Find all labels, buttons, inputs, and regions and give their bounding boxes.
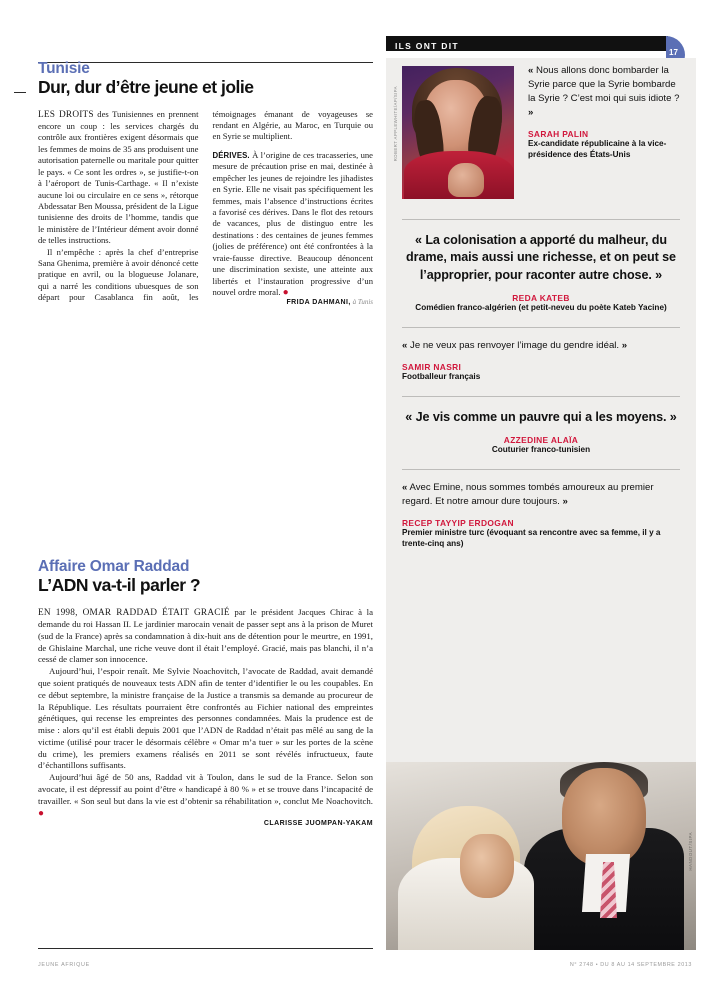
quote-author-name: AZZEDINE ALAÏA <box>503 435 579 446</box>
lead-rest: des Tunisiennes en prennent encore un coup : les services chargés du contrôle aux frontières exigent désormais que les femmes de moins de 35 ans produisent une autorisation paternelle ou maritale pour quitter le pays. « Ce sont les ordres », se justifie-t-on à l’aéroport de Tunis-Carthage. « Il n’existe aucune loi ou circulaire en ce sens », rétorque Abdessatar Ben Moussa, président de la Ligue tunisienne des droits de l’homme, tandis que le ministère de l’Intérieur dément avoir donné de telles instructions. <box>38 108 199 246</box>
quote-attribution <box>402 435 680 456</box>
quote-open-mark: « <box>402 339 408 351</box>
quote-close-mark: » <box>562 495 568 507</box>
paragraph-lead <box>38 607 373 667</box>
page-number: 17 <box>669 48 678 57</box>
quote-card <box>386 58 696 208</box>
lead-small-caps: LES DROITS <box>38 109 94 120</box>
quote-close-mark: » <box>669 409 677 424</box>
article-kicker: Tunisie <box>38 60 90 77</box>
quote-open-mark: « <box>405 409 413 424</box>
quote-author-role: Footballeur français <box>402 371 481 381</box>
article-kicker: Affaire Omar Raddad <box>38 558 190 575</box>
article-headline: L’ADN va-t-il parler ? <box>38 575 201 596</box>
photo-credit: ROBERT APPLEWHITE/AP/SIPA <box>393 86 398 162</box>
sidebar-section-header <box>386 36 668 51</box>
footer-issue: N° 2748 • DU 8 AU 14 SEPTEMBRE 2013 <box>569 962 692 968</box>
photo-erdogan-et-son-epouse <box>386 762 696 950</box>
subhead-label: DÉRIVES. <box>212 150 250 160</box>
quote-attribution <box>402 362 680 383</box>
quote-attribution <box>402 518 680 550</box>
quote-body: Je vis comme un pauvre qui a les moyens. <box>415 409 667 424</box>
quote-author-name: REDA KATEB <box>512 293 570 304</box>
quote-author-name: RECEP TAYYIP ERDOGAN <box>402 517 514 528</box>
quote-author-name: SAMIR NASRI <box>402 361 462 372</box>
quote-author-role: Comédien franco-algérien (et petit-neveu du poète Kateb Yacine) <box>415 303 667 313</box>
paragraph: Aujourd’hui, l’espoir renaît. Me Sylvie Noachovitch, l’avocate de Raddad, avait demandé que soient pratiqués de nouveaux tests ADN afin de tenter d’identifier le ou les coupables. En ce début septembre, la ministre française de la Justice a transmis sa demande au procureur de la République. Les résultats pourraient être confrontés au Fichier national des empreintes génétiques, qui recense les empreintes des personnes condamnées. Mais la prudence est de mise : alors qu’il est établi depuis 2001 que l’ADN de Raddad n’était pas mêlé au sang de la victime (utilisé pour tracer le désormais célèbre « Omar m’a tuer » sur les portes de la scène du crime), les premiers examens réalisés en 2011 se sont révélés infructueux, faute d’échantillons suffisants. <box>38 666 373 771</box>
end-dot: ● <box>282 286 289 298</box>
paragraph: Il n’empêche : après la chef d’entreprise Sana Ghenima, première à avoir dénoncé cette pratique en avril, ou la blogueuse Jolanare, qui a narré les conditions ubuesques de son départ pour Casablanca fin août, les témoignages émanant de voyageuses se rendant en Algérie, au Maroc, en Turquie ou en Syrie se multiplient. <box>38 108 373 303</box>
quote-close-mark: » <box>655 267 663 282</box>
article-tunisie <box>38 60 373 308</box>
quote-open-mark: « <box>528 65 534 76</box>
quote-author-role: Couturier franco-tunisien <box>491 445 591 455</box>
quote-text-block <box>528 64 680 161</box>
byline-location: à Tunis <box>350 298 373 307</box>
article-omar-raddad <box>38 558 373 829</box>
lead-rest: par le président Jacques Chirac à la demande du roi Hassan II. Le jardinier marocain venait de passer sept ans à la prison de Muret (sud de la France) après sa condamnation à dix-huit ans de détention pour le meurtre, en 1991, de Ghislaine Marchal, une riche veuve dont il était l’employé. Gracié, mais pas blanchi, il n’a cessé de clamer son innocence. <box>38 606 373 665</box>
quote-body: Avec Emine, nous sommes tombés amoureux au premier regard. Et notre amour dure toujours. <box>402 481 654 507</box>
article-body <box>38 109 373 308</box>
quote-author-role: Premier ministre turc (évoquant sa rencontre avec sa femme, il y a trente-cinq ans) <box>402 527 661 548</box>
byline <box>213 298 374 307</box>
quote-author-role: Ex-candidate républicaine à la vice-présidence des États-Unis <box>528 139 667 159</box>
photo-shape-hand <box>448 163 484 197</box>
quote-card <box>386 328 696 385</box>
article-body <box>38 606 373 828</box>
footer-publication: JEUNE AFRIQUE <box>38 962 90 968</box>
quote-card <box>386 397 696 458</box>
bottom-rule <box>38 948 373 949</box>
quote-text <box>402 409 680 426</box>
subhead-text: À l’origine de ces tracasseries, une mesure de précaution prise en mai, destinée à empêcher les jeunes de rejoindre les jihadistes en Syrie. Elle ne visait pas spécifiquement les femmes, mais l’absence d’instructions écrites a favorisé ces dérives. Dans le flot des retours de vacances, plus de distinguo entre les destinations : des centaines de jeunes femmes (jolies de préférence) ont été confrontées à la vraie-fausse directive. Beaucoup dénoncent une discrimination sexiste, une atteinte aux libertés et l’instauration progressive d’un nouvel ordre moral. <box>212 149 373 297</box>
paragraph-text: Aujourd’hui âgé de 50 ans, Raddad vit à Toulon, dans le sud de la France. Selon son avocate, il est dépressif au point d’être « handicapé à 80 % » et se trouve dans l’incapacité de travailler. « Son seul but dans la vie est d’obtenir sa réhabilitation », conclut Me Noachovitch. <box>38 772 373 806</box>
quote-author-name: SARAH PALIN <box>528 129 589 139</box>
end-dot: ● <box>38 807 45 819</box>
quote-body: Je ne veux pas renvoyer l’image du gendre idéal. <box>410 339 620 351</box>
photo-shape-face-woman <box>460 834 514 898</box>
quote-close-mark: » <box>621 339 628 351</box>
sidebar-section-title: ILS ONT DIT <box>395 41 459 51</box>
paragraph-derives <box>213 150 374 298</box>
byline: CLARISSE JUOMPAN-YAKAM <box>263 820 373 828</box>
spine-rule <box>14 92 26 93</box>
quote-body: La colonisation a apporté du malheur, du drame, mais aussi une richesse, et on peut se l’approprier, pour raconter autre chose. <box>406 233 676 282</box>
byline-author: FRIDA DAHMANI, <box>286 299 351 307</box>
quote-body: Nous allons donc bombarder la Syrie parce que la Syrie bombarde la Syrie ? C’est moi qui suis idiote ? <box>528 65 680 104</box>
quote-card <box>386 470 696 550</box>
quote-text <box>528 64 680 120</box>
quote-row-with-photo <box>393 58 680 208</box>
quote-open-mark: « <box>402 481 408 493</box>
editorial-column <box>38 60 373 950</box>
page-spine <box>0 0 14 996</box>
paragraph <box>38 772 373 819</box>
photo-shape-face <box>562 768 646 866</box>
quote-open-mark: « <box>415 233 422 247</box>
quote-text <box>402 232 680 284</box>
lead-small-caps: EN 1998, OMAR RADDAD ÉTAIT GRACIÉ <box>38 607 230 618</box>
photo-credit: HANDOUT/SIPA <box>688 832 693 871</box>
portrait-sarah-palin <box>402 66 514 199</box>
quote-text <box>402 339 680 353</box>
paragraph-lead <box>38 109 199 247</box>
quote-close-mark: » <box>528 107 534 118</box>
quote-text <box>402 481 680 509</box>
quote-attribution <box>402 293 680 314</box>
quote-card <box>386 220 696 316</box>
article-headline: Dur, dur d’être jeune et jolie <box>38 77 254 98</box>
